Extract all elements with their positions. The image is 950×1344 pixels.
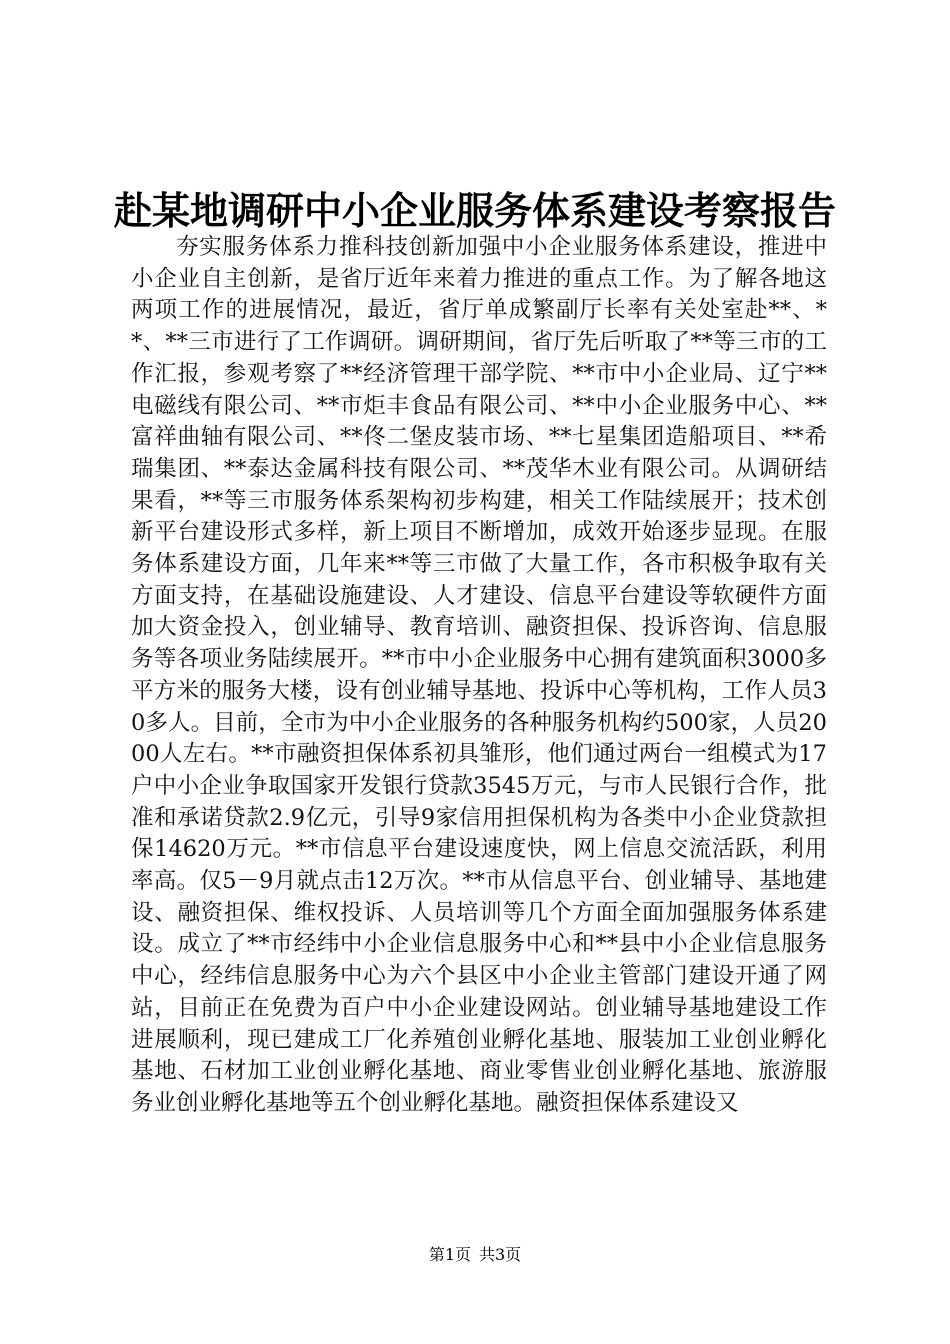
document-body: 夯实服务体系力推科技创新加强中小企业服务体系建设，推进中小企业自主创新，是省厅近年来着力推进的重点工作。为了解各地这两项工作的进展情况，最近，省厅单成繁副厅长率有关处室赴**、**、**三市进行了工作调研。调研期间，省厅先后听取了**等三市的工作汇报，参观考察了**经济管理干部学院、**市中小企业局、辽宁**电磁线有限公司、**市炬丰食品有限公司、**中小企业服务中心、**富祥曲轴有限公司、**佟二堡皮装市场、**七星集团造船项目、**希瑞集团、**泰达金属科技有限公司、**茂华木业有限公司。从调研结果看，**等三市服务体系架构初步构建，相关工作陆续展开；技术创新平台建设形式多样，新上项目不断增加，成效开始逐步显现。在服务体系建设方面，几年来**等三市做了大量工作，各市积极争取有关方面支持，在基础设施建设、人才建设、信息平台建设等软硬件方面加大资金投入，创业辅导、教育培训、融资担保、投诉咨询、信息服务等各项业务陆续展开。**市中小企业服务中心拥有建筑面积3000多平方米的服务大楼，设有创业辅导基地、投诉中心等机构，工作人员30多人。目前，全市为中小企业服务的各种服务机构约500家，人员2000人左右。**市融资担保体系初具雏形，他们通过两台一组模式为17户中小企业争取国家开发银行贷款3545万元，与市人民银行合作，批准和承诺贷款2.9亿元，引导9家信用担保机构为各类中小企业贷款担保14620万元。**市信息平台建设速度快，网上信息交流活跃，利用率高。仅5－9月就点击12万次。**市从信息平台、创业辅导、基地建设、融资担保、维权投诉、人员培训等几个方面全面加强服务体系建设。成立了**市经纬中小企业信息服务中心和**县中小企业信息服务中心，经纬信息服务中心为六个县区中小企业主管部门建设开通了网站，目前正在免费为百户中小企业建设网站。创业辅导基地建设工作进展顺利，现已建成工厂化养殖创业孵化基地、服装加工业创业孵化基地、石材加工业创业孵化基地、商业零售业创业孵化基地、旅游服务业创业孵化基地等五个创业孵化基地。融资担保体系建设又 [131,234,827,1116]
page-total: 共3页 [479,1245,522,1264]
page-footer [0,1245,950,1265]
document-title: 赴某地调研中小企业服务体系建设考察报告 [113,188,836,233]
page-number: 第1页 [428,1245,471,1264]
